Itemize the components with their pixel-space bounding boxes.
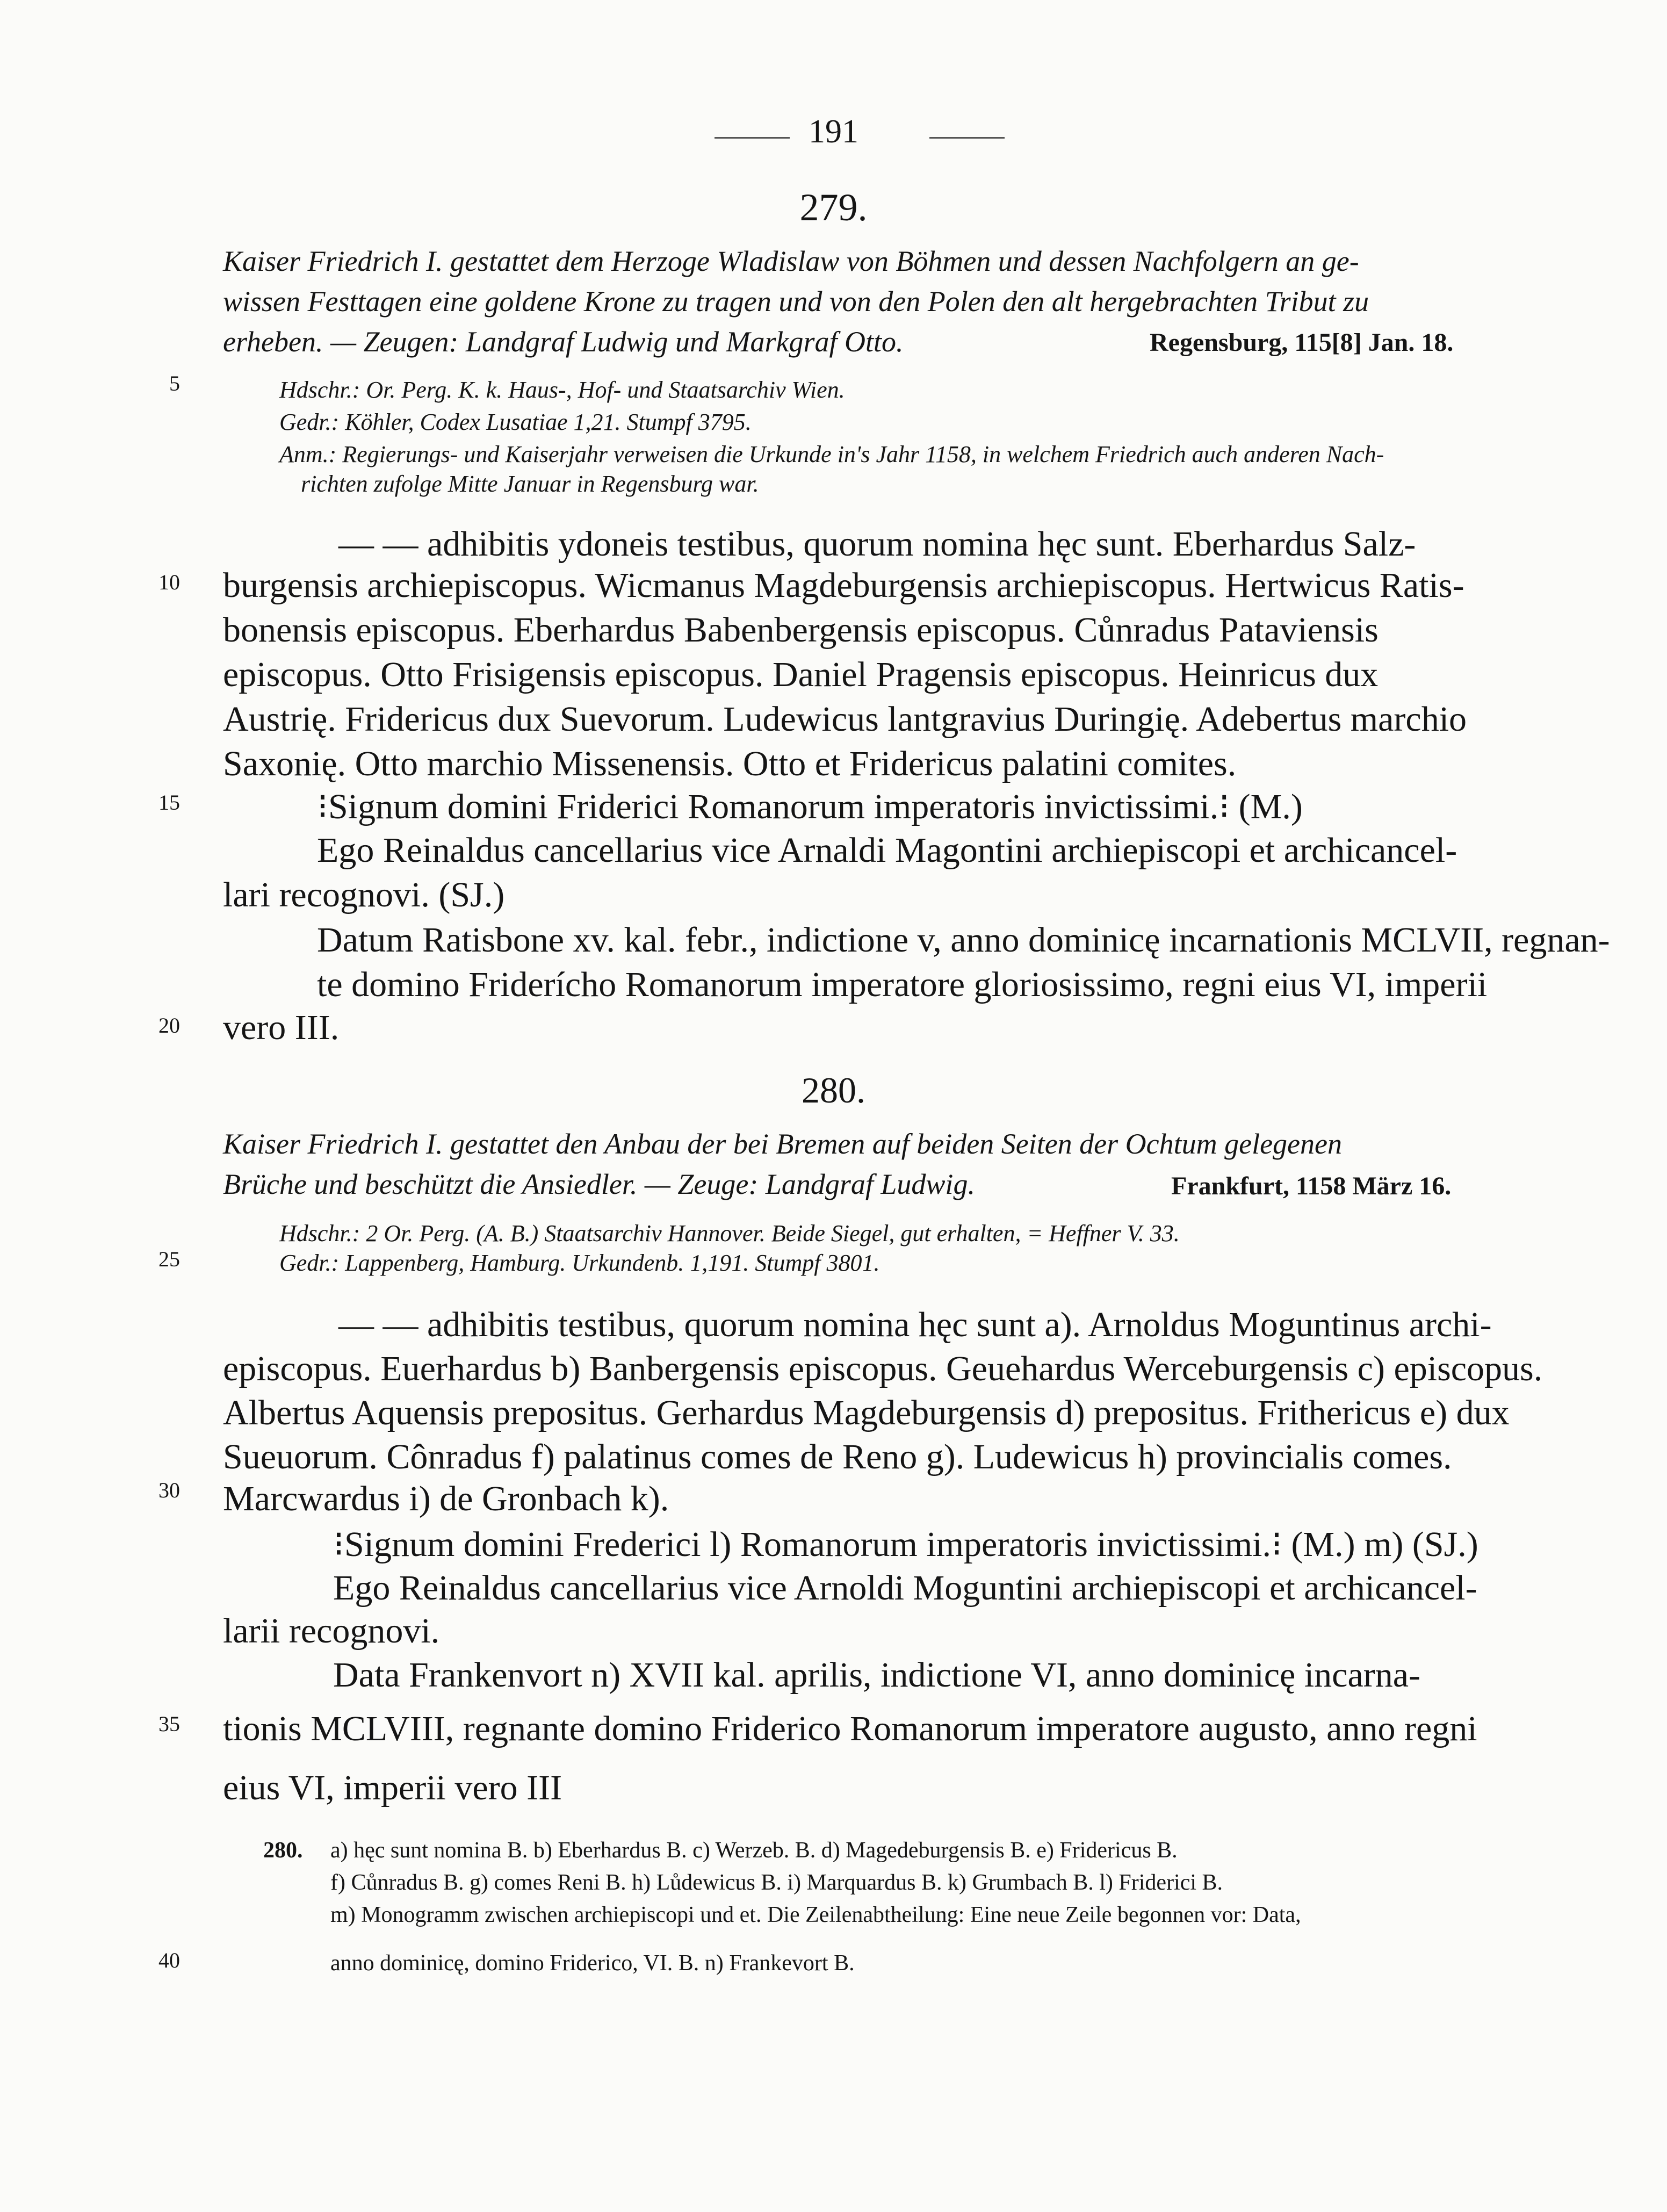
note-280-print: Gedr.: Lappenberg, Hamburg. Urkundenb. 1,191. Stumpf 3801. <box>279 1250 880 1276</box>
text-279-line: Saxonię. Otto marchio Missenensis. Otto et Fridericus palatini comites. <box>223 744 1237 783</box>
footnote-line: f) Cůnradus B. g) comes Reni B. h) Lůdewicus B. i) Marquardus B. k) Grumbach B. l) Friderici B. <box>330 1870 1223 1895</box>
regest-279-line-2: wissen Festtagen eine goldene Krone zu tragen und von den Polen den alt hergebrachten Tribut zu <box>223 285 1369 318</box>
text-280-line: episcopus. Euerhardus b) Banbergensis episcopus. Geuehardus Werceburgensis c) episcopus. <box>223 1349 1543 1388</box>
text-279-line: episcopus. Otto Frisigensis episcopus. Daniel Pragensis episcopus. Heinricus dux <box>223 655 1379 694</box>
text-280-line: tionis MCLVIII, regnante domino Friderico Romanorum imperatore augusto, anno regni <box>223 1709 1477 1748</box>
regest-279-line-3: erheben. — Zeugen: Landgraf Ludwig und Markgraf Otto. <box>223 326 904 358</box>
text-280-line: larii recognovi. <box>223 1611 440 1651</box>
text-280-signum: ⁝Signum domini Frederici l) Romanorum imperatoris invictissimi.⁝ (M.) m) (SJ.) <box>333 1525 1478 1564</box>
document-number-280: 280. <box>802 1070 865 1111</box>
note-280-manuscript: Hdschr.: 2 Or. Perg. (A. B.) Staatsarchiv Hannover. Beide Siegel, gut erhalten, = Heffner V. 33. <box>279 1220 1180 1246</box>
text-279-signum: ⁝Signum domini Friderici Romanorum imperatoris invictissimi.⁝ (M.) <box>317 787 1303 826</box>
text-280-data: Data Frankenvort n) XVII kal. aprilis, indictione VI, anno dominicę incarna- <box>333 1655 1420 1695</box>
text-279-line: Austrię. Fridericus dux Suevorum. Ludewicus lantgravius Duringię. Adebertus marchio <box>223 700 1467 739</box>
text-279-datum: Datum Ratisbone xv. kal. febr., indictione v, anno dominicę incarnationis MCLVII, regnan- <box>317 920 1610 960</box>
text-280-line: Marcwardus i) de Gronbach k). <box>223 1479 669 1518</box>
text-279-line: — — adhibitis ydoneis testibus, quorum nomina hęc sunt. Eberhardus Salz- <box>338 524 1416 564</box>
line-number: 5 <box>169 371 180 395</box>
text-279-line: Ego Reinaldus cancellarius vice Arnaldi Magontini archiepiscopi et archicancel- <box>317 831 1457 870</box>
line-number: 20 <box>158 1013 180 1037</box>
note-279-print: Gedr.: Köhler, Codex Lusatiae 1,21. Stumpf 3795. <box>279 409 752 435</box>
text-280-line: Albertus Aquensis prepositus. Gerhardus Magdeburgensis d) prepositus. Frithericus e) dux <box>223 1393 1510 1432</box>
text-279-line: te domino Friderícho Romanorum imperatore gloriosissimo, regni eius VI, imperii <box>317 965 1488 1004</box>
text-279-line: lari recognovi. (SJ.) <box>223 875 505 914</box>
text-279-line: bonensis episcopus. Eberhardus Babenbergensis episcopus. Cůnradus Pataviensis <box>223 610 1379 650</box>
regest-279-line-1: Kaiser Friedrich I. gestattet dem Herzoge Wladislaw von Böhmen und dessen Nachfolgern an ge- <box>223 245 1359 277</box>
line-number: 10 <box>158 570 180 594</box>
footnote-line: m) Monogramm zwischen archiepiscopi und et. Die Zeilenabtheilung: Eine neue Zeile begonnen vor: Data, <box>330 1903 1301 1927</box>
page-number: 191 <box>809 113 858 150</box>
document-number-279: 279. <box>799 186 868 229</box>
footnote-label-280: 280. <box>263 1838 303 1863</box>
place-date-279: Regensburg, 115[8] Jan. 18. <box>1150 328 1454 357</box>
text-279-line: burgensis archiepiscopus. Wicmanus Magdeburgensis archiepiscopus. Hertwicus Ratis- <box>223 566 1464 605</box>
note-279-manuscript: Hdschr.: Or. Perg. K. k. Haus-, Hof- und Staatsarchiv Wien. <box>279 377 845 403</box>
footnote-line: anno dominicę, domino Friderico, VI. B. n) Frankevort B. <box>330 1951 855 1976</box>
line-number: 30 <box>158 1478 180 1502</box>
note-279-remark-cont: richten zufolge Mitte Januar in Regensburg war. <box>301 471 759 497</box>
text-280-line: — — adhibitis testibus, quorum nomina hęc sunt a). Arnoldus Moguntinus archi- <box>338 1305 1492 1344</box>
line-number: 15 <box>158 790 180 815</box>
text-280-line: Sueuorum. Cônradus f) palatinus comes de Reno g). Ludewicus h) provincialis comes. <box>223 1437 1452 1476</box>
footnote-line: a) hęc sunt nomina B. b) Eberhardus B. c) Werzeb. B. d) Magedeburgensis B. e) Fridericus B. <box>330 1838 1178 1863</box>
text-279-line: vero III. <box>223 1008 340 1047</box>
note-279-remark: Anm.: Regierungs- und Kaiserjahr verweisen die Urkunde in's Jahr 1158, in welchem Friedrich auch anderen Nach- <box>279 441 1384 467</box>
regest-280-line-2: Brüche und beschützt die Ansiedler. — Zeuge: Landgraf Ludwig. <box>223 1168 975 1200</box>
regest-280-line-1: Kaiser Friedrich I. gestattet den Anbau der bei Bremen auf beiden Seiten der Ochtum gelegenen <box>223 1128 1342 1160</box>
header-rule-right <box>929 137 1005 139</box>
line-number: 40 <box>158 1948 180 1972</box>
text-280-line: Ego Reinaldus cancellarius vice Arnoldi Moguntini archiepiscopi et archicancel- <box>333 1568 1477 1608</box>
place-date-280: Frankfurt, 1158 März 16. <box>1171 1172 1452 1200</box>
line-number: 35 <box>158 1712 180 1736</box>
text-280-line: eius VI, imperii vero III <box>223 1768 562 1807</box>
line-number: 25 <box>158 1247 180 1271</box>
